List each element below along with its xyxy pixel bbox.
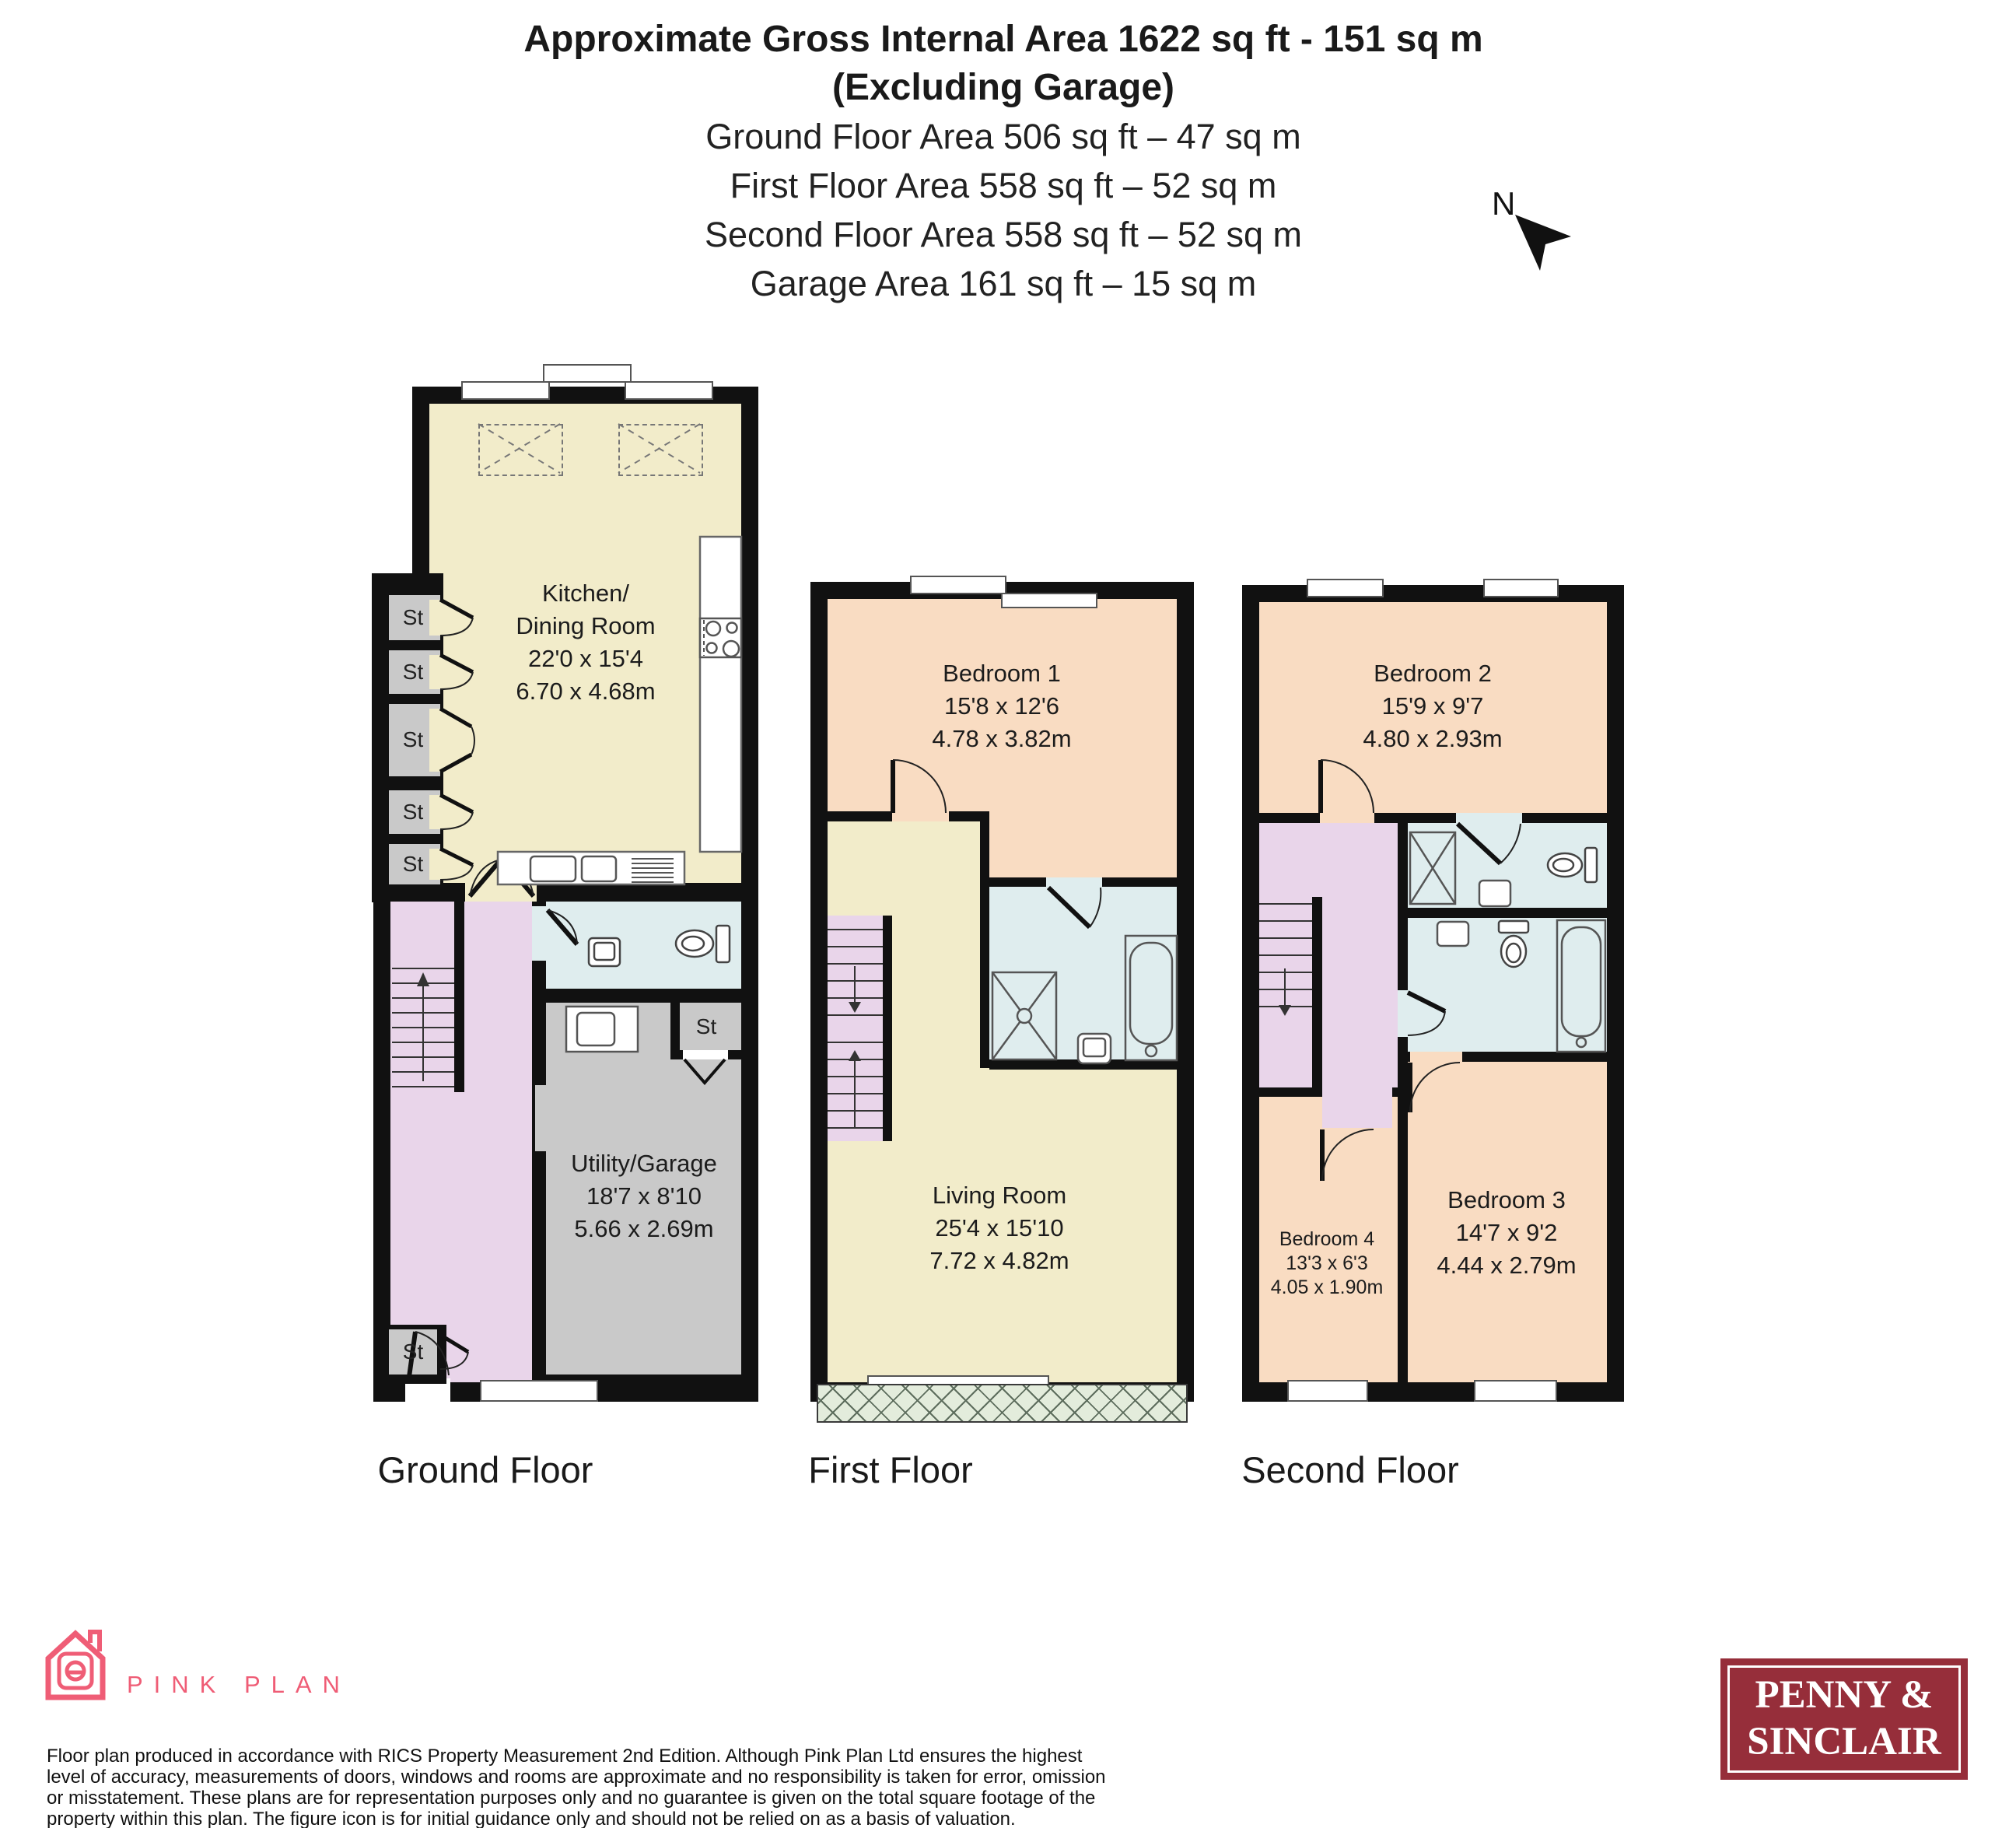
storage-label: St (402, 605, 424, 629)
disclaimer-line: Floor plan produced in accordance with RICS Property Measurement 2nd Edition. Although Pink Plan Ltd ensures the highest (47, 1746, 1083, 1767)
ensuite-toilet-icon (1548, 848, 1597, 882)
second-floor-area: Second Floor Area 558 sq ft – 52 sq m (705, 215, 1302, 254)
page-subtitle: (Excluding Garage) (831, 67, 1175, 108)
ensuite-door-icon (1458, 824, 1500, 863)
living-room-label: Living Room 25'4 x 15'10 7.72 x 4.82m (929, 1182, 1069, 1274)
bedroom-3-label: Bedroom 3 14'7 x 9'2 4.44 x 2.79m (1437, 1186, 1577, 1279)
utility-garage-label: Utility/Garage 18'7 x 8'10 5.66 x 2.69m (571, 1150, 717, 1242)
agency-name-line1: PENNY & (1755, 1673, 1934, 1717)
storage-label: St (402, 852, 424, 876)
garage-area: Garage Area 161 sq ft – 15 sq m (750, 264, 1257, 303)
pink-plan-logo (48, 1632, 103, 1697)
disclaimer-line: level of accuracy, measurements of doors, windows and rooms are approximate and no responsibility is taken for error, omission (47, 1767, 1106, 1788)
bathroom2-bath-icon (1557, 920, 1605, 1052)
storage-label: St (402, 800, 424, 824)
penny-sinclair-logo (1720, 1658, 1968, 1780)
agency-name-line2: SINCLAIR (1747, 1720, 1941, 1763)
wc-sink-icon (589, 938, 620, 966)
first-floor-title: First Floor (808, 1449, 973, 1490)
storage-label: St (402, 660, 424, 684)
garage-sink-icon (566, 1007, 638, 1052)
garage-storage-door-icon (684, 1059, 725, 1083)
second-floor-title: Second Floor (1241, 1449, 1459, 1490)
bedroom-2-label: Bedroom 2 15'9 x 9'7 4.80 x 2.93m (1363, 660, 1503, 752)
ground-floor-area: Ground Floor Area 506 sq ft – 47 sq m (705, 117, 1301, 156)
bedroom-4-label: Bedroom 4 13'3 x 6'3 4.05 x 1.90m (1270, 1228, 1384, 1298)
bath-icon (1125, 936, 1177, 1060)
first-stairs-icon (828, 930, 883, 1128)
storage-label: St (402, 1339, 424, 1364)
wc-toilet-icon (676, 926, 730, 962)
north-arrow-icon (1515, 215, 1571, 271)
kitchen-counter-icon (700, 537, 741, 852)
bathroom-sink-icon (1078, 1034, 1111, 1063)
kitchen-sinks-icon (530, 856, 616, 881)
bathroom2-sink-icon (1437, 922, 1468, 946)
north-label: N (1492, 185, 1516, 222)
ground-floor-title: Ground Floor (377, 1449, 593, 1490)
disclaimer-line: property within this plan. The figure icon is for initial guidance only and should not be relied on as a basis of valuation. (47, 1809, 1016, 1828)
bathroom2-toilet-icon (1499, 921, 1528, 967)
second-stairs-icon (1259, 904, 1312, 1008)
kitchen-label: Kitchen/ Dining Room 22'0 x 15'4 6.70 x 4.68m (516, 580, 656, 705)
storage-label: St (695, 1014, 717, 1038)
shower-icon (992, 972, 1056, 1059)
bathroom-door-icon (1048, 888, 1090, 927)
disclaimer-line: or misstatement. These plans are for representation purposes only and no guarantee is given on the total square footage of the (47, 1788, 1096, 1809)
entrance-storage-door-icon (440, 1335, 468, 1352)
ensuite-shower-icon (1410, 832, 1455, 904)
kitchen-hob-icon (700, 618, 741, 657)
storage-label: St (402, 727, 424, 751)
storage-doors-icon (440, 600, 473, 865)
ensuite-sink-icon (1479, 881, 1510, 906)
pink-plan-brand: PINK PLAN (127, 1671, 351, 1698)
page-title: Approximate Gross Internal Area 1622 sq ft - 151 sq m (523, 19, 1483, 60)
first-floor-area: First Floor Area 558 sq ft – 52 sq m (730, 166, 1277, 205)
bedroom-1-label: Bedroom 1 15'8 x 12'6 4.78 x 3.82m (932, 660, 1072, 752)
bathroom2-door-icon (1408, 993, 1445, 1011)
